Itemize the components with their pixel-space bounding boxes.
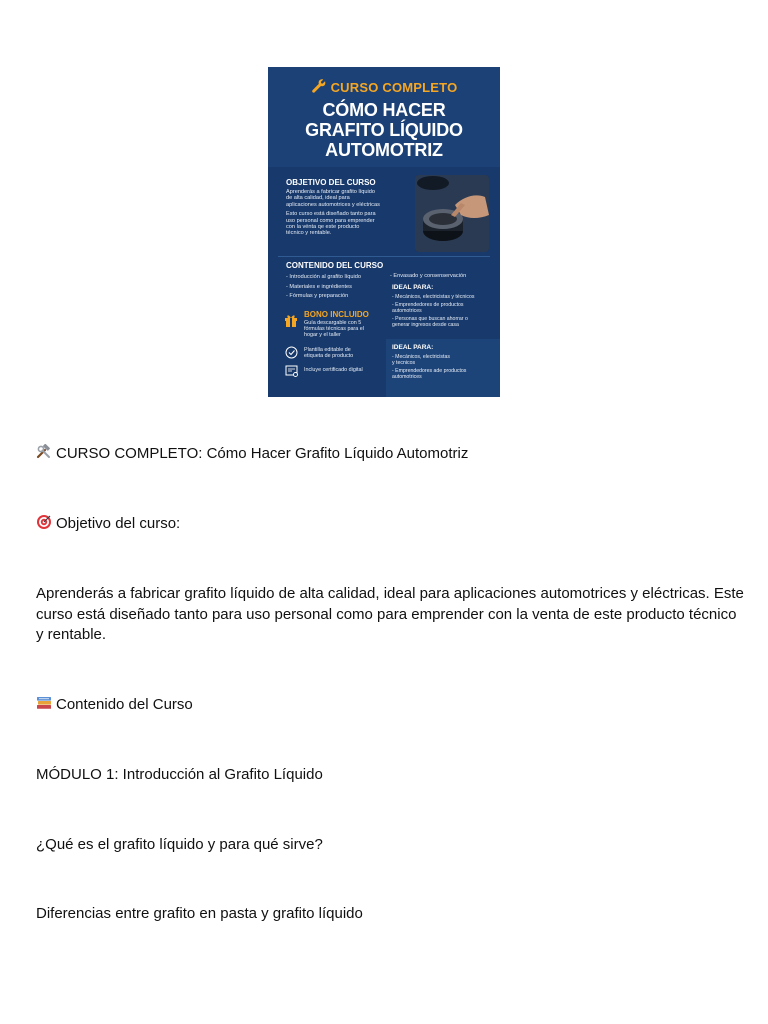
objetivo-line: con la vénta qe este producto xyxy=(286,224,360,231)
ideal-heading: IDEAL PARA: xyxy=(392,344,434,351)
bono-line: hogar y el taller xyxy=(304,332,341,339)
course-poster xyxy=(268,67,500,397)
poster-kicker xyxy=(268,67,500,95)
poster-title xyxy=(268,100,500,160)
ideal-item: y tecnicos xyxy=(392,360,416,366)
ideal-item: - Emprendedores de productos xyxy=(392,302,464,308)
ideal-item: - Personas que buscan ahorrar o xyxy=(392,316,468,322)
ideal-item: generar ingresos desde casa xyxy=(392,322,459,328)
objetivo-line: aplicaciones automotrices y eléctricas xyxy=(286,201,380,208)
envasado-item: - Envasado y consenservación xyxy=(390,273,467,279)
contenido-item: - Fórmulas y preparación xyxy=(286,293,349,299)
bono-line: fórmulas técnicas para el xyxy=(304,326,364,333)
poster-title-line: CÓMO HACER xyxy=(322,100,446,120)
poster-kicker-text: CURSO COMPLETO xyxy=(330,80,458,95)
objetivo-line: de alta calidad, ideal para xyxy=(286,195,350,202)
check-circle-icon xyxy=(285,346,298,359)
module-topic: Diferencias entre grafito en pasta y grafito líquido xyxy=(36,905,363,922)
contenido-heading: CONTENIDO DEL CURSO xyxy=(286,261,384,270)
ideal-item: - Emprendedores ade productos xyxy=(392,368,467,374)
target-icon xyxy=(36,514,52,530)
ideal-heading: IDEAL PARA: xyxy=(392,284,434,291)
bono-box xyxy=(278,307,382,345)
objetivo-line: Esto curso está diseñado tanto para xyxy=(286,211,376,218)
module-topic: ¿Qué es el grafito líquido y para qué sirve? xyxy=(36,836,323,853)
certificado-text: Incluye certificado digital xyxy=(304,367,363,373)
product-photo xyxy=(415,175,489,252)
bono-heading: BONO INCLUIDO xyxy=(304,310,369,319)
objetivo-heading: OBJETIVO DEL CURSO xyxy=(286,178,376,187)
contenido-item: - Introducción al grafito líquido xyxy=(286,274,361,280)
hammer-wrench-icon xyxy=(36,444,52,460)
poster-title-line: GRAFITO LÍQUIDO xyxy=(305,120,463,140)
gift-icon xyxy=(284,313,298,327)
contenido-label-text: Contenido del Curso xyxy=(56,696,193,713)
ideal-list xyxy=(392,294,474,328)
ideal-item: - Mecánicos, electricistas y técnicos xyxy=(392,294,475,300)
contenido-label xyxy=(36,695,193,716)
product-photo-illustration xyxy=(415,175,489,252)
bono-text xyxy=(304,320,364,339)
modulo-heading: MÓDULO 1: Introducción al Grafito Líquido xyxy=(36,766,323,783)
doc-title xyxy=(36,444,468,465)
books-icon xyxy=(36,695,52,711)
ideal-item: - Mecánicos, electricistas xyxy=(392,354,450,360)
wrench-icon xyxy=(311,78,327,94)
ideal-item: automotrices xyxy=(392,308,422,314)
objetivo-text xyxy=(286,189,380,237)
bono-line: Guía descargable con 5 xyxy=(304,320,362,326)
plantilla-line: Plantilla editable de xyxy=(304,347,351,353)
objetivo-paragraph: Aprenderás a fabricar grafito líquido de alta calidad, ideal para aplicaciones automotrices y eléctricas. Este curso está diseñado tanto para uso personal como para emprender con la venta de este producto técnico y rentable. xyxy=(36,585,744,643)
objetivo-line: Aprenderás a fabricar grafito líquido xyxy=(286,189,375,195)
objetivo-label-text: Objetivo del curso: xyxy=(56,515,181,532)
poster-header xyxy=(268,67,500,167)
plantilla-line: etiqueta de producto xyxy=(304,353,354,360)
divider xyxy=(278,256,490,257)
poster-title-line: AUTOMOTRIZ xyxy=(325,140,443,160)
certificate-icon xyxy=(285,365,299,378)
ideal-item: automotrices xyxy=(392,374,422,380)
plantilla-text xyxy=(304,347,353,359)
objetivo-line: técnico y rentable. xyxy=(286,230,332,237)
contenido-item: - Materiales e ingrédientes xyxy=(286,283,352,290)
contenido-list xyxy=(286,273,361,302)
objetivo-line: uso personal como para emprender xyxy=(286,217,375,224)
ideal-list xyxy=(392,354,466,380)
doc-title-text: CURSO COMPLETO: Cómo Hacer Grafito Líquido Automotriz xyxy=(56,445,469,462)
objetivo-label xyxy=(36,514,180,535)
